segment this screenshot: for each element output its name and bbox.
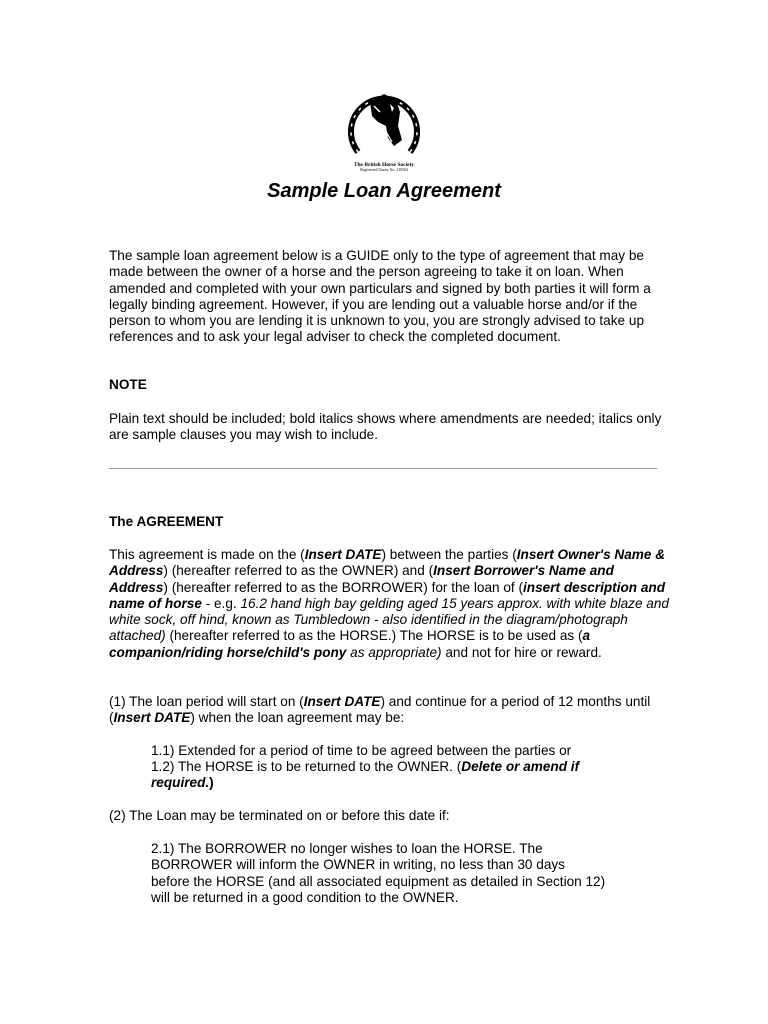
- note-heading: NOTE: [109, 377, 147, 392]
- logo-org-name: The British Horse Society: [353, 162, 415, 168]
- intro-paragraph: The sample loan agreement below is a GUIDE only to the type of agreement that may be made between the owner of a horse and the person agreeing to take it on loan. When amended and completed with your own particulars and signed by both parties it will form a legally binding agreement. However, if you are lending out a valuable horse and/or if the person to whom you are lending it is unknown to you, you are strongly advised to take up references and to ask your legal adviser to check the completed document.: [109, 248, 651, 345]
- page-title: Sample Loan Agreement: [267, 180, 501, 202]
- agreement-heading: The AGREEMENT: [109, 514, 224, 529]
- loan-period-clause: (1) The loan period will start on (Insert DATE) and continue for a period of 12 months until (Insert DATE) when the loan agreement may be:: [109, 694, 651, 726]
- logo-registration: Registered Charity No. 210504: [360, 168, 408, 172]
- termination-clause: (2) The Loan may be terminated on or before this date if:: [109, 808, 450, 823]
- clause-1-2: 1.2) The HORSE is to be returned to the OWNER. (Delete or amend if required.): [151, 759, 580, 791]
- clause-1-1: 1.1) Extended for a period of time to be agreed between the parties or: [151, 743, 572, 758]
- agreement-paragraph-parties: This agreement is made on the (Insert DATE) between the parties (Insert Owner's Name & Address) (hereafter referred to as the OWNER) and (Insert Borrower's Name and Address) (hereafter referred to as the BORROWER) for the loan of (insert description and name of horse - e.g. 16.2 hand high bay gelding aged 15 years approx. with white blaze and white sock, off hind, known as Tumbledown - also identified in the diagram/photograph attached) (hereafter referred to as the HORSE.) The HORSE is to be used as (a companion/riding horse/child's pony as appropriate) and not for hire or reward.: [109, 547, 669, 660]
- note-text: Plain text should be included; bold italics shows where amendments are needed; italics only are sample clauses you may wish to include.: [109, 411, 662, 443]
- section-divider: [109, 468, 657, 469]
- horseshoe-horse-icon: [340, 82, 428, 162]
- clause-2-1: 2.1) The BORROWER no longer wishes to loan the HORSE. The BORROWER will inform the OWNER in writing, no less than 30 days before the HORSE (and all associated equipment as detailed in Section 12) will be returned in a good condition to the OWNER.: [151, 841, 606, 905]
- society-logo: [340, 82, 428, 180]
